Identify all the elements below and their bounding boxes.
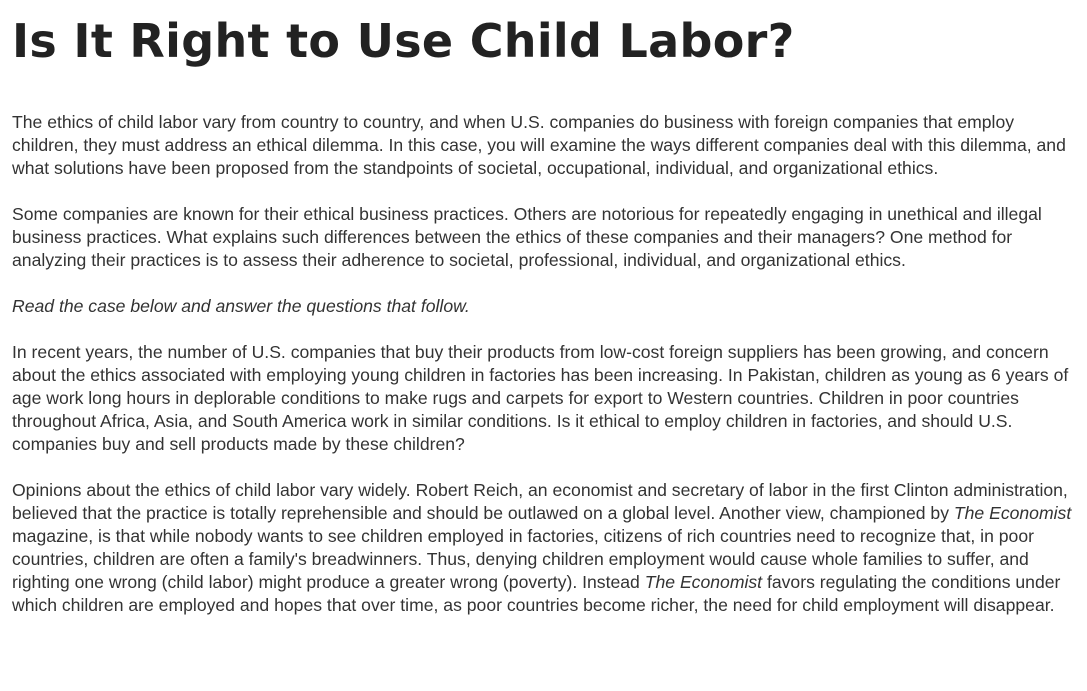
publication-name: The Economist <box>644 572 763 592</box>
publication-name: The Economist <box>953 503 1072 523</box>
paragraph-opinions <box>12 479 1077 617</box>
opinions-text-part-2: magazine, is that while nobody wants to see children employed in factories, citizens of rich countries need to recognize that, in poor countries, children are often a family's breadwinners. Thus, denying children employment would cause whole families to suffer, and righting one wrong (child labor) might produce a greater wrong (poverty). Instead <box>12 526 1034 592</box>
document-body <box>12 111 1077 617</box>
paragraph-ethics-practices: Some companies are known for their ethical business practices. Others are notorious for repeatedly engaging in unethical and illegal business practices. What explains such differences between the ethics of these companies and their managers? One method for analyzing their practices is to assess their adherence to societal, professional, individual, and organizational ethics. <box>12 204 1042 270</box>
opinions-text-part-1: Opinions about the ethics of child labor vary widely. Robert Reich, an economist and secretary of labor in the first Clinton administration, believed that the practice is totally reprehensible and should be outlawed on a global level. Another view, championed by <box>12 480 1068 523</box>
opinions-text-part-3: favors regulating the conditions under which children are employed and hopes that over time, as poor countries become richer, the need for child employment will disappear. <box>12 572 1061 615</box>
instruction-text: Read the case below and answer the questions that follow. <box>12 296 470 316</box>
page-title: Is It Right to Use Child Labor? <box>12 14 795 68</box>
paragraph-case-background: In recent years, the number of U.S. companies that buy their products from low-cost foreign suppliers has been growing, and concern about the ethics associated with employing young children in factories has been increasing. In Pakistan, children as young as 6 years of age work long hours in deplorable conditions to make rugs and carpets for export to Western countries. Children in poor countries throughout Africa, Asia, and South America work in similar conditions. Is it ethical to employ children in factories, and should U.S. companies buy and sell products made by these children? <box>12 342 1069 454</box>
paragraph-intro: The ethics of child labor vary from country to country, and when U.S. companies do business with foreign companies that employ children, they must address an ethical dilemma. In this case, you will examine the ways different companies deal with this dilemma, and what solutions have been proposed from the standpoints of societal, occupational, individual, and organizational ethics. <box>12 112 1066 178</box>
